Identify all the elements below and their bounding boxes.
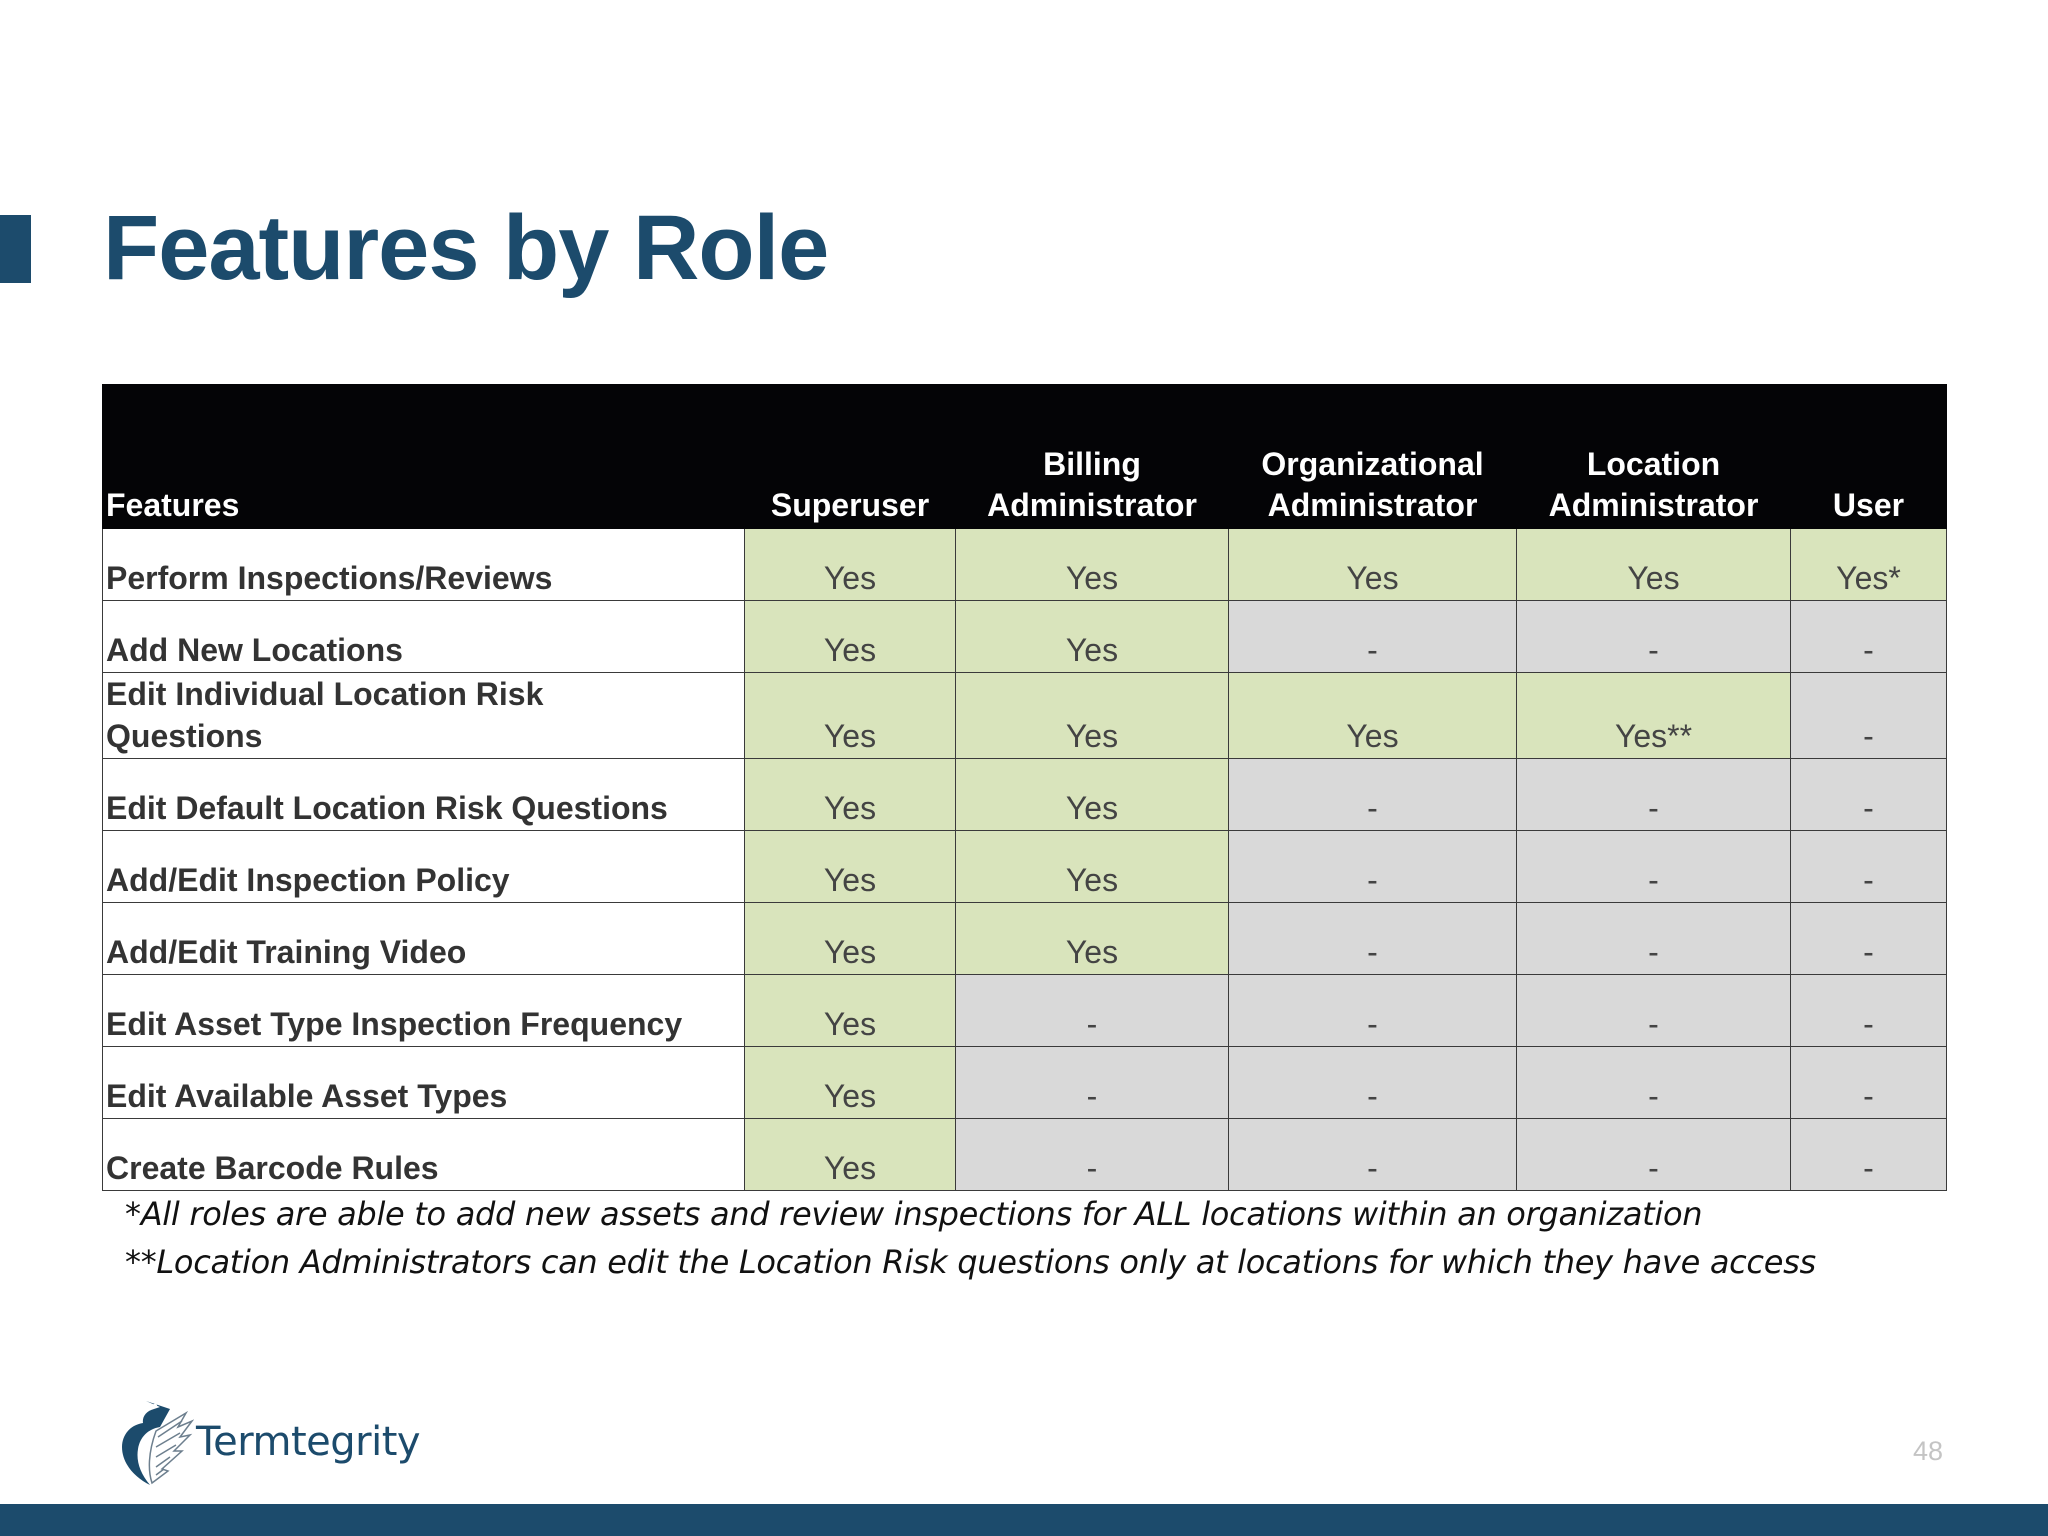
feature-cell: Add New Locations	[103, 601, 745, 673]
billing-admin-cell: Yes	[956, 673, 1229, 759]
billing-admin-cell: Yes	[956, 601, 1229, 673]
feature-cell	[103, 673, 745, 759]
features-by-role-table	[102, 384, 1947, 1191]
location-admin-cell: -	[1517, 1047, 1791, 1119]
header-billing-administrator	[956, 385, 1229, 529]
billing-admin-cell: -	[956, 975, 1229, 1047]
billing-admin-cell: Yes	[956, 903, 1229, 975]
termtegrity-logo-icon	[116, 1397, 194, 1487]
location-admin-cell: Yes	[1517, 529, 1791, 601]
user-cell: -	[1791, 759, 1947, 831]
superuser-cell: Yes	[745, 903, 956, 975]
feature-line2: Questions	[106, 718, 263, 754]
superuser-cell: Yes	[745, 1047, 956, 1119]
feature-cell: Add/Edit Inspection Policy	[103, 831, 745, 903]
org-admin-cell: -	[1229, 903, 1517, 975]
superuser-cell: Yes	[745, 831, 956, 903]
feature-cell: Edit Default Location Risk Questions	[103, 759, 745, 831]
feature-cell: Perform Inspections/Reviews	[103, 529, 745, 601]
table-row	[103, 601, 1947, 673]
location-admin-cell: -	[1517, 1119, 1791, 1191]
logo-text: Termtegrity	[196, 1419, 421, 1465]
header-location-administrator	[1517, 385, 1791, 529]
header-location-line1: Location	[1586, 446, 1721, 482]
superuser-cell: Yes	[745, 673, 956, 759]
org-admin-cell: -	[1229, 1047, 1517, 1119]
table-row	[103, 1047, 1947, 1119]
user-cell: -	[1791, 601, 1947, 673]
header-user: User	[1791, 385, 1947, 529]
header-superuser: Superuser	[745, 385, 956, 529]
org-admin-cell: -	[1229, 1119, 1517, 1191]
page-number: 48	[1912, 1436, 1943, 1466]
billing-admin-cell: -	[956, 1119, 1229, 1191]
header-org-line1: Organizational	[1261, 446, 1484, 482]
location-admin-cell: -	[1517, 759, 1791, 831]
location-admin-cell: -	[1517, 601, 1791, 673]
org-admin-cell: -	[1229, 759, 1517, 831]
superuser-cell: Yes	[745, 975, 956, 1047]
table-row	[103, 975, 1947, 1047]
user-cell: -	[1791, 1047, 1947, 1119]
location-admin-cell: -	[1517, 975, 1791, 1047]
user-cell: -	[1791, 831, 1947, 903]
header-organizational-administrator	[1229, 385, 1517, 529]
org-admin-cell: Yes	[1229, 673, 1517, 759]
user-cell: -	[1791, 975, 1947, 1047]
org-admin-cell: Yes	[1229, 529, 1517, 601]
termtegrity-logo	[116, 1396, 420, 1488]
org-admin-cell: -	[1229, 831, 1517, 903]
footnote-all-roles: *All roles are able to add new assets and review inspections for ALL locations within an organization	[125, 1195, 1703, 1233]
feature-line1: Edit Individual Location Risk	[106, 676, 544, 712]
feature-cell: Create Barcode Rules	[103, 1119, 745, 1191]
org-admin-cell: -	[1229, 975, 1517, 1047]
title-accent-bar	[0, 215, 31, 283]
table-row	[103, 673, 1947, 759]
header-org-line2: Administrator	[1267, 487, 1478, 523]
header-features: Features	[103, 385, 745, 529]
user-cell: -	[1791, 673, 1947, 759]
feature-cell: Edit Asset Type Inspection Frequency	[103, 975, 745, 1047]
slide-title: Features by Role	[103, 197, 829, 299]
header-billing-line1: Billing	[1043, 446, 1141, 482]
billing-admin-cell: Yes	[956, 759, 1229, 831]
location-admin-cell: Yes**	[1517, 673, 1791, 759]
table-header-row	[103, 385, 1947, 529]
feature-cell: Add/Edit Training Video	[103, 903, 745, 975]
superuser-cell: Yes	[745, 759, 956, 831]
location-admin-cell: -	[1517, 831, 1791, 903]
table-row	[103, 903, 1947, 975]
header-billing-line2: Administrator	[987, 487, 1197, 523]
superuser-cell: Yes	[745, 1119, 956, 1191]
footnote-location-admins: **Location Administrators can edit the Location Risk questions only at locations for which they have access	[125, 1243, 1816, 1281]
location-admin-cell: -	[1517, 903, 1791, 975]
user-cell: -	[1791, 1119, 1947, 1191]
superuser-cell: Yes	[745, 601, 956, 673]
user-cell: -	[1791, 903, 1947, 975]
org-admin-cell: -	[1229, 601, 1517, 673]
feature-cell: Edit Available Asset Types	[103, 1047, 745, 1119]
billing-admin-cell: Yes	[956, 831, 1229, 903]
billing-admin-cell: Yes	[956, 529, 1229, 601]
table-row	[103, 759, 1947, 831]
table-row	[103, 831, 1947, 903]
user-cell: Yes*	[1791, 529, 1947, 601]
bottom-bar	[0, 1504, 2048, 1536]
table-row	[103, 529, 1947, 601]
billing-admin-cell: -	[956, 1047, 1229, 1119]
table-row	[103, 1119, 1947, 1191]
header-location-line2: Administrator	[1548, 487, 1759, 523]
superuser-cell: Yes	[745, 529, 956, 601]
